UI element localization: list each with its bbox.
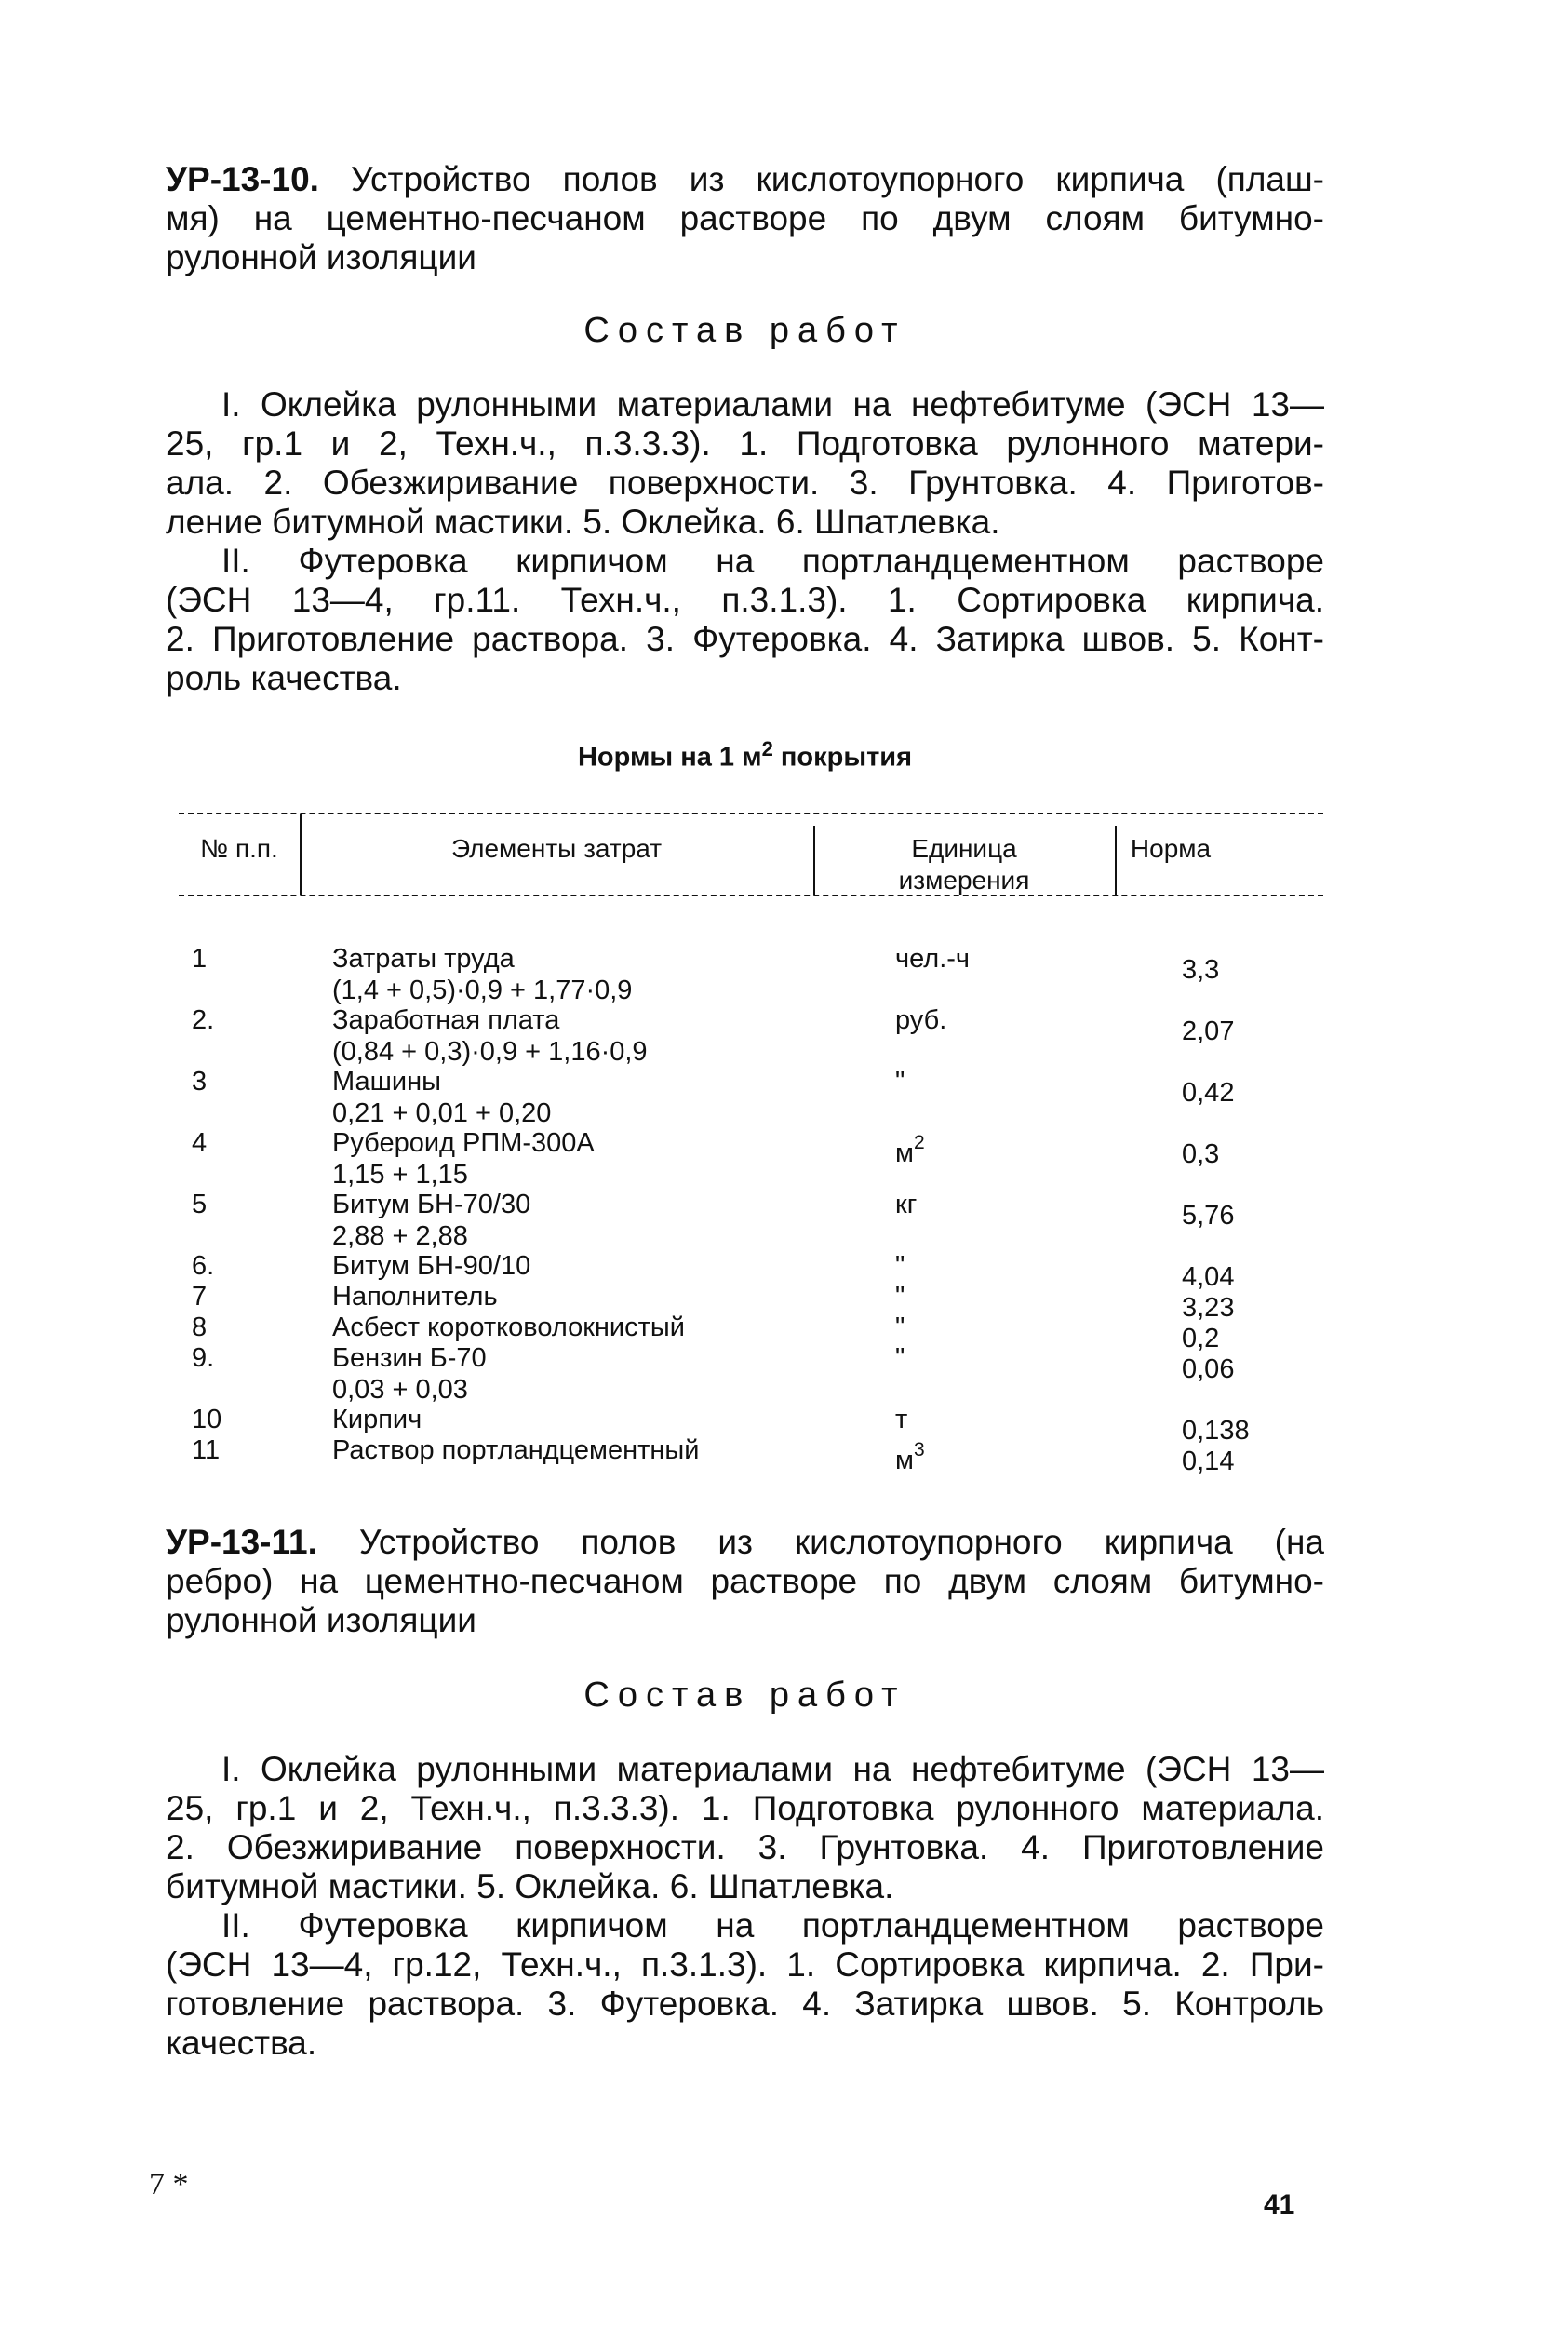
- row-element: [332, 1342, 487, 1406]
- section1-heading: Состав работ: [583, 311, 906, 350]
- row-element: [332, 1189, 530, 1252]
- section1-work2: [166, 542, 1324, 698]
- row-number: 1: [192, 944, 208, 974]
- row-unit-text: ": [895, 1251, 905, 1281]
- section2-work2-line3: готовление раствора. 3. Футеровка. 4. Затирка швов. 5. Контроль: [166, 1985, 1324, 2023]
- row-unit-text: чел.-ч: [895, 944, 971, 974]
- section2-title: [166, 1523, 1324, 1640]
- row-unit-sup: 2: [913, 1132, 925, 1153]
- row-element-name: Битум БН-90/10: [332, 1251, 531, 1281]
- row-element: [332, 1281, 498, 1312]
- row-norm-value: 0,42: [1182, 1078, 1235, 1108]
- row-unit: [895, 1127, 925, 1169]
- section2-code: УР-13-11.: [166, 1523, 317, 1561]
- row-norm-value: 2,07: [1182, 1016, 1235, 1046]
- row-unit-text: ": [895, 1067, 905, 1097]
- table-top-rule: [179, 813, 1323, 814]
- row-norm-value: 0,14: [1182, 1447, 1235, 1476]
- row-unit-text: ": [895, 1312, 905, 1342]
- row-number: 2.: [192, 1005, 215, 1035]
- row-element-name: Кирпич: [332, 1405, 422, 1434]
- row-number: 9.: [192, 1343, 215, 1373]
- header-unit-line1: Единица: [911, 834, 1017, 863]
- section1-work2-line3: 2. Приготовление раствора. 3. Футеровка. 4. Затирка швов. 5. Конт-: [166, 620, 1324, 658]
- row-unit-text: ": [895, 1282, 905, 1312]
- section2-work1-line2: 25, гр.1 и 2, Техн.ч., п.3.3.3). 1. Подготовка рулонного материала.: [166, 1789, 1324, 1827]
- section2-title-line1: Устройство полов из кислотоупорного кирпича (на: [316, 1523, 1324, 1561]
- row-unit: [895, 1250, 905, 1282]
- section2-work1: [166, 1750, 1324, 1906]
- section1-work1-line1: I. Оклейка рулонными материалами на нефтебитуме (ЭСН 13—: [221, 385, 1324, 424]
- section1-work1-line3: ала. 2. Обезжиривание поверхности. 3. Грунтовка. 4. Приготов-: [166, 464, 1324, 502]
- row-element-name: Раствор портландцементный: [332, 1435, 700, 1465]
- section1-work2-line4: роль качества.: [166, 659, 402, 697]
- section2-work2-line4: качества.: [166, 2024, 317, 2062]
- row-element-name: Асбест коротковолокнистый: [332, 1312, 685, 1342]
- row-norm-value: 5,76: [1182, 1201, 1235, 1231]
- section2-work2: [166, 1906, 1324, 2063]
- row-number: 4: [192, 1128, 208, 1158]
- row-norm-value: 0,138: [1182, 1416, 1250, 1446]
- row-unit-text: руб.: [895, 1005, 947, 1035]
- section1-title-line1: Устройство полов из кислотоупорного кирпича (плаш-: [318, 160, 1324, 198]
- row-unit: [895, 1281, 905, 1312]
- row-element-formula: 0,03 + 0,03: [332, 1375, 468, 1405]
- row-element: [332, 1250, 530, 1282]
- row-element-formula: 1,15 + 1,15: [332, 1160, 468, 1190]
- row-number: 10: [192, 1405, 222, 1434]
- section1-code: УР-13-10.: [166, 160, 319, 198]
- row-unit-text: м: [895, 1138, 914, 1168]
- row-norm-value: 3,3: [1182, 955, 1220, 985]
- row-norm-value: 0,06: [1182, 1354, 1235, 1384]
- row-element: [332, 943, 632, 1006]
- row-element-name: Рубероид РПМ-300А: [332, 1128, 595, 1158]
- section1-title-line2: мя) на цементно-песчаном растворе по двум слоям битумно-: [166, 199, 1324, 237]
- row-unit-text: кг: [895, 1190, 918, 1219]
- row-number: 6.: [192, 1251, 215, 1281]
- page-number: 41: [1264, 2189, 1295, 2220]
- row-element-name: Наполнитель: [332, 1282, 498, 1312]
- header-num: № п.п.: [200, 834, 278, 863]
- row-norm-value: 0,2: [1182, 1324, 1220, 1353]
- row-number: 8: [192, 1312, 208, 1342]
- row-number: 3: [192, 1067, 208, 1097]
- section2-title-line3: рулонной изоляции: [166, 1601, 476, 1639]
- header-norm: Норма: [1130, 834, 1212, 863]
- section1-title: [166, 160, 1324, 277]
- row-unit: [895, 1312, 905, 1343]
- row-element: [332, 1066, 551, 1129]
- header-unit: [813, 833, 1115, 896]
- row-norm-value: 0,3: [1182, 1139, 1220, 1169]
- row-element-name: Машины: [332, 1067, 441, 1097]
- section1-work1-line2: 25, гр.1 и 2, Техн.ч., п.3.3.3). 1. Подготовка рулонного матери-: [166, 424, 1324, 463]
- section1-work1: [166, 385, 1324, 542]
- section2-work2-line2: (ЭСН 13—4, гр.12, Техн.ч., п.3.1.3). 1. Сортировка кирпича. 2. При-: [166, 1945, 1324, 1984]
- row-element: [332, 1404, 422, 1435]
- row-number: 11: [192, 1435, 221, 1465]
- row-unit: [895, 1004, 946, 1036]
- row-unit: [895, 1434, 925, 1476]
- norms-title-tail: покрытия: [772, 742, 913, 773]
- row-element-name: Бензин Б-70: [332, 1343, 487, 1373]
- row-element: [332, 1434, 699, 1466]
- row-unit: [895, 1404, 907, 1435]
- section2-work2-line1: II. Футеровка кирпичом на портландцементном растворе: [221, 1906, 1324, 1945]
- row-element-formula: (1,4 + 0,5)·0,9 + 1,77·0,9: [332, 976, 633, 1005]
- section2-work1-line1: I. Оклейка рулонными материалами на нефтебитуме (ЭСН 13—: [221, 1750, 1324, 1788]
- section1-work2-line2: (ЭСН 13—4, гр.11. Техн.ч., п.3.1.3). 1. Сортировка кирпича.: [166, 581, 1324, 619]
- table-header-rule: [179, 895, 1323, 896]
- norms-title-text: Нормы на 1 м: [577, 742, 762, 773]
- row-unit-text: м: [895, 1446, 914, 1475]
- section2-work1-line4: битумной мастики. 5. Оклейка. 6. Шпатлевка.: [166, 1867, 894, 1905]
- row-element-formula: 2,88 + 2,88: [332, 1221, 468, 1251]
- header-elements: Элементы затрат: [450, 834, 663, 863]
- row-element-name: Заработная плата: [332, 1005, 560, 1035]
- row-element-formula: (0,84 + 0,3)·0,9 + 1,16·0,9: [332, 1037, 648, 1067]
- row-unit-text: ": [895, 1343, 905, 1373]
- section2-title-line2: ребро) на цементно-песчаном растворе по двум слоям битумно-: [166, 1562, 1324, 1600]
- footer-signature-mark: 7 *: [149, 2167, 189, 2201]
- row-unit-sup: 3: [913, 1439, 925, 1460]
- norms-title-sup: 2: [761, 737, 773, 760]
- row-element: [332, 1004, 648, 1068]
- row-number: 5: [192, 1190, 208, 1219]
- row-unit-text: т: [895, 1405, 908, 1434]
- row-unit: [895, 943, 970, 975]
- row-element-name: Затраты труда: [332, 944, 515, 974]
- row-norm-value: 4,04: [1182, 1262, 1235, 1292]
- section2-work1-line3: 2. Обезжиривание поверхности. 3. Грунтовка. 4. Приготовление: [166, 1828, 1324, 1866]
- row-element-name: Битум БН-70/30: [332, 1190, 531, 1219]
- row-unit: [895, 1066, 905, 1097]
- section1-work1-line4: ление битумной мастики. 5. Оклейка. 6. Шпатлевка.: [166, 503, 1000, 541]
- row-norm-value: 3,23: [1182, 1293, 1235, 1323]
- norms-title: [166, 737, 1324, 774]
- section2-heading: Состав работ: [583, 1676, 906, 1715]
- section1-work2-line1: II. Футеровка кирпичом на портландцементном растворе: [221, 542, 1324, 580]
- row-element-formula: 0,21 + 0,01 + 0,20: [332, 1098, 552, 1128]
- row-element: [332, 1312, 685, 1343]
- header-unit-line2: измерения: [898, 866, 1030, 895]
- row-unit: [895, 1189, 917, 1220]
- row-unit: [895, 1342, 905, 1374]
- section1-title-line3: рулонной изоляции: [166, 238, 476, 276]
- row-number: 7: [192, 1282, 208, 1312]
- row-element: [332, 1127, 595, 1191]
